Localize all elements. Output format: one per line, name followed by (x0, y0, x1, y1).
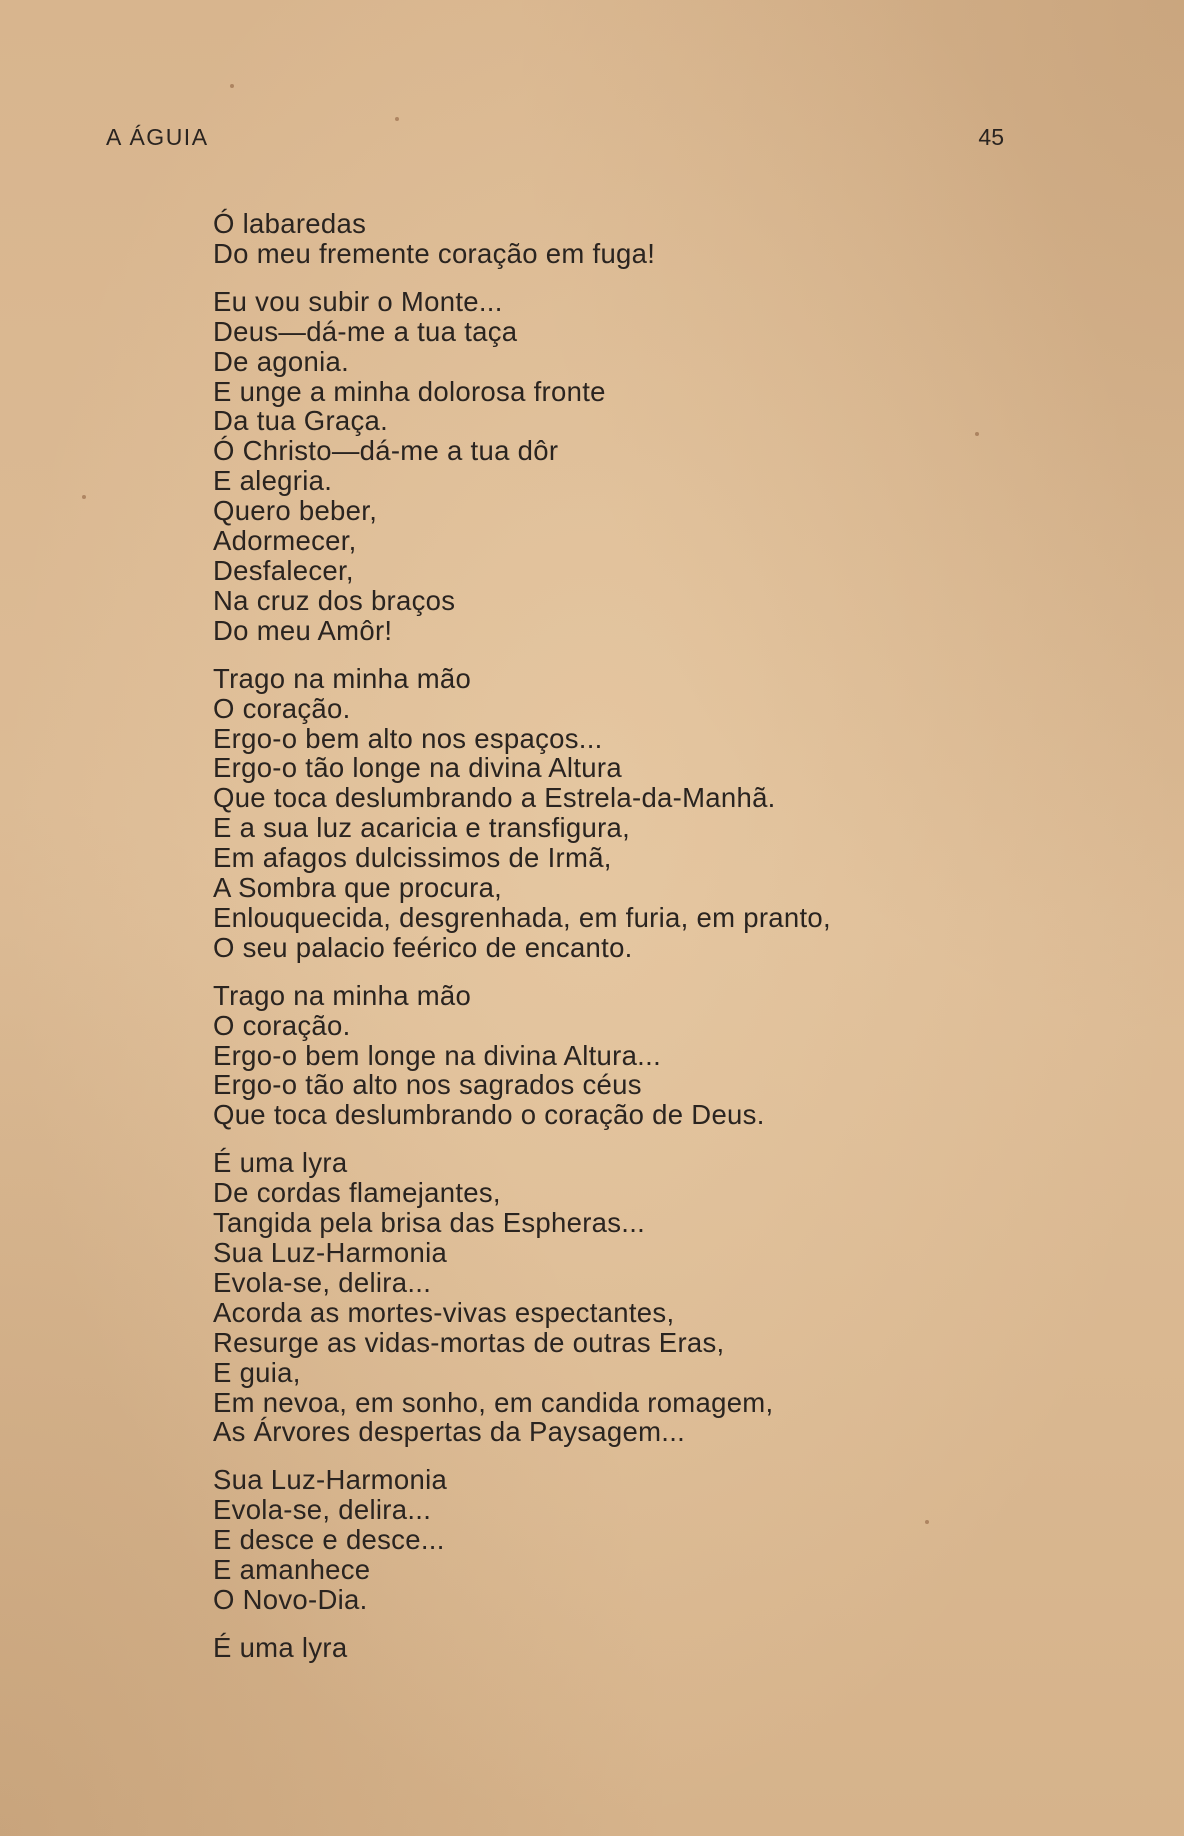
paper-speck (395, 117, 399, 121)
poem-line: E amanhece (213, 1554, 371, 1586)
stanza (213, 1148, 973, 1447)
page-header (106, 124, 1004, 156)
poem-line: Que toca deslumbrando o coração de Deus. (213, 1099, 765, 1131)
poem-line: O Novo-Dia. (213, 1583, 368, 1615)
poem-line: E unge a minha dolorosa fronte (213, 375, 606, 407)
poem-line: Do meu Amôr! (213, 614, 393, 646)
poem-line: E alegria. (213, 465, 333, 497)
stanza (213, 1465, 973, 1615)
page-number: 45 (978, 124, 1004, 150)
stanza (213, 1633, 973, 1663)
poem-line: Enlouquecida, desgrenhada, em furia, em pranto, (213, 901, 831, 933)
poem-line: Desfalecer, (213, 554, 354, 586)
poem-line: Trago na minha mão (213, 979, 472, 1011)
poem-line: É uma lyra (213, 1147, 348, 1179)
poem-line: Ergo-o bem alto nos espaços... (213, 722, 603, 754)
poem-line: Quero beber, (213, 495, 378, 527)
poem-line: Evola-se, delira... (213, 1266, 432, 1298)
poem-line: Que toca deslumbrando a Estrela-da-Manhã. (213, 782, 776, 814)
poem-line: E guia, (213, 1356, 301, 1388)
poem-line: Trago na minha mão (213, 662, 472, 694)
stanza (213, 287, 973, 646)
poem-line: E a sua luz acaricia e transfigura, (213, 812, 631, 844)
stanza (213, 209, 973, 269)
poem-line: Em nevoa, em sonho, em candida romagem, (213, 1386, 774, 1418)
running-title: A ÁGUIA (106, 124, 209, 150)
poem-line: O seu palacio feérico de encanto. (213, 931, 633, 963)
stanza (213, 981, 973, 1131)
poem-line: Ergo-o bem longe na divina Altura... (213, 1039, 662, 1071)
poem-line: Adormecer, (213, 525, 357, 557)
poem-line: A Sombra que procura, (213, 872, 503, 904)
paper-speck (82, 495, 86, 499)
paper-speck (975, 432, 979, 436)
poem-line: Ergo-o tão alto nos sagrados céus (213, 1069, 642, 1101)
poem-line: Eu vou subir o Monte... (213, 285, 503, 317)
poem-line: Sua Luz-Harmonia (213, 1237, 448, 1268)
paper-speck (230, 84, 234, 88)
poem-line: O coração. (213, 1009, 351, 1041)
poem-line: Acorda as mortes-vivas espectantes, (213, 1296, 675, 1328)
poem-body (213, 209, 973, 1681)
poem-line: Ó labaredas (213, 208, 367, 239)
poem-line: Evola-se, delira... (213, 1494, 432, 1526)
poem-line: Ergo-o tão longe na divina Altura (213, 752, 622, 784)
poem-line: As Árvores despertas da Paysagem... (213, 1416, 686, 1448)
poem-line: Em afagos dulcissimos de Irmã, (213, 842, 612, 874)
poem-line: E desce e desce... (213, 1524, 445, 1556)
poem-line: Da tua Graça. (213, 405, 389, 437)
poem-line: Na cruz dos braços (213, 584, 456, 616)
poem-line: Resurge as vidas-mortas de outras Eras, (213, 1326, 725, 1358)
poem-line: O coração. (213, 692, 351, 724)
poem-line: De agonia. (213, 345, 350, 377)
paper-speck (925, 1520, 929, 1524)
poem-line: Ó Christo—dá-me a tua dôr (213, 435, 559, 467)
poem-line: Do meu fremente coração em fuga! (213, 237, 656, 269)
poem-line: Tangida pela brisa das Espheras... (213, 1207, 646, 1239)
poem-line: É uma lyra (213, 1631, 348, 1663)
poem-line: Sua Luz-Harmonia (213, 1464, 448, 1496)
stanza (213, 664, 973, 963)
poem-line: De cordas flamejantes, (213, 1177, 501, 1209)
poem-line: Deus—dá-me a tua taça (213, 315, 518, 347)
